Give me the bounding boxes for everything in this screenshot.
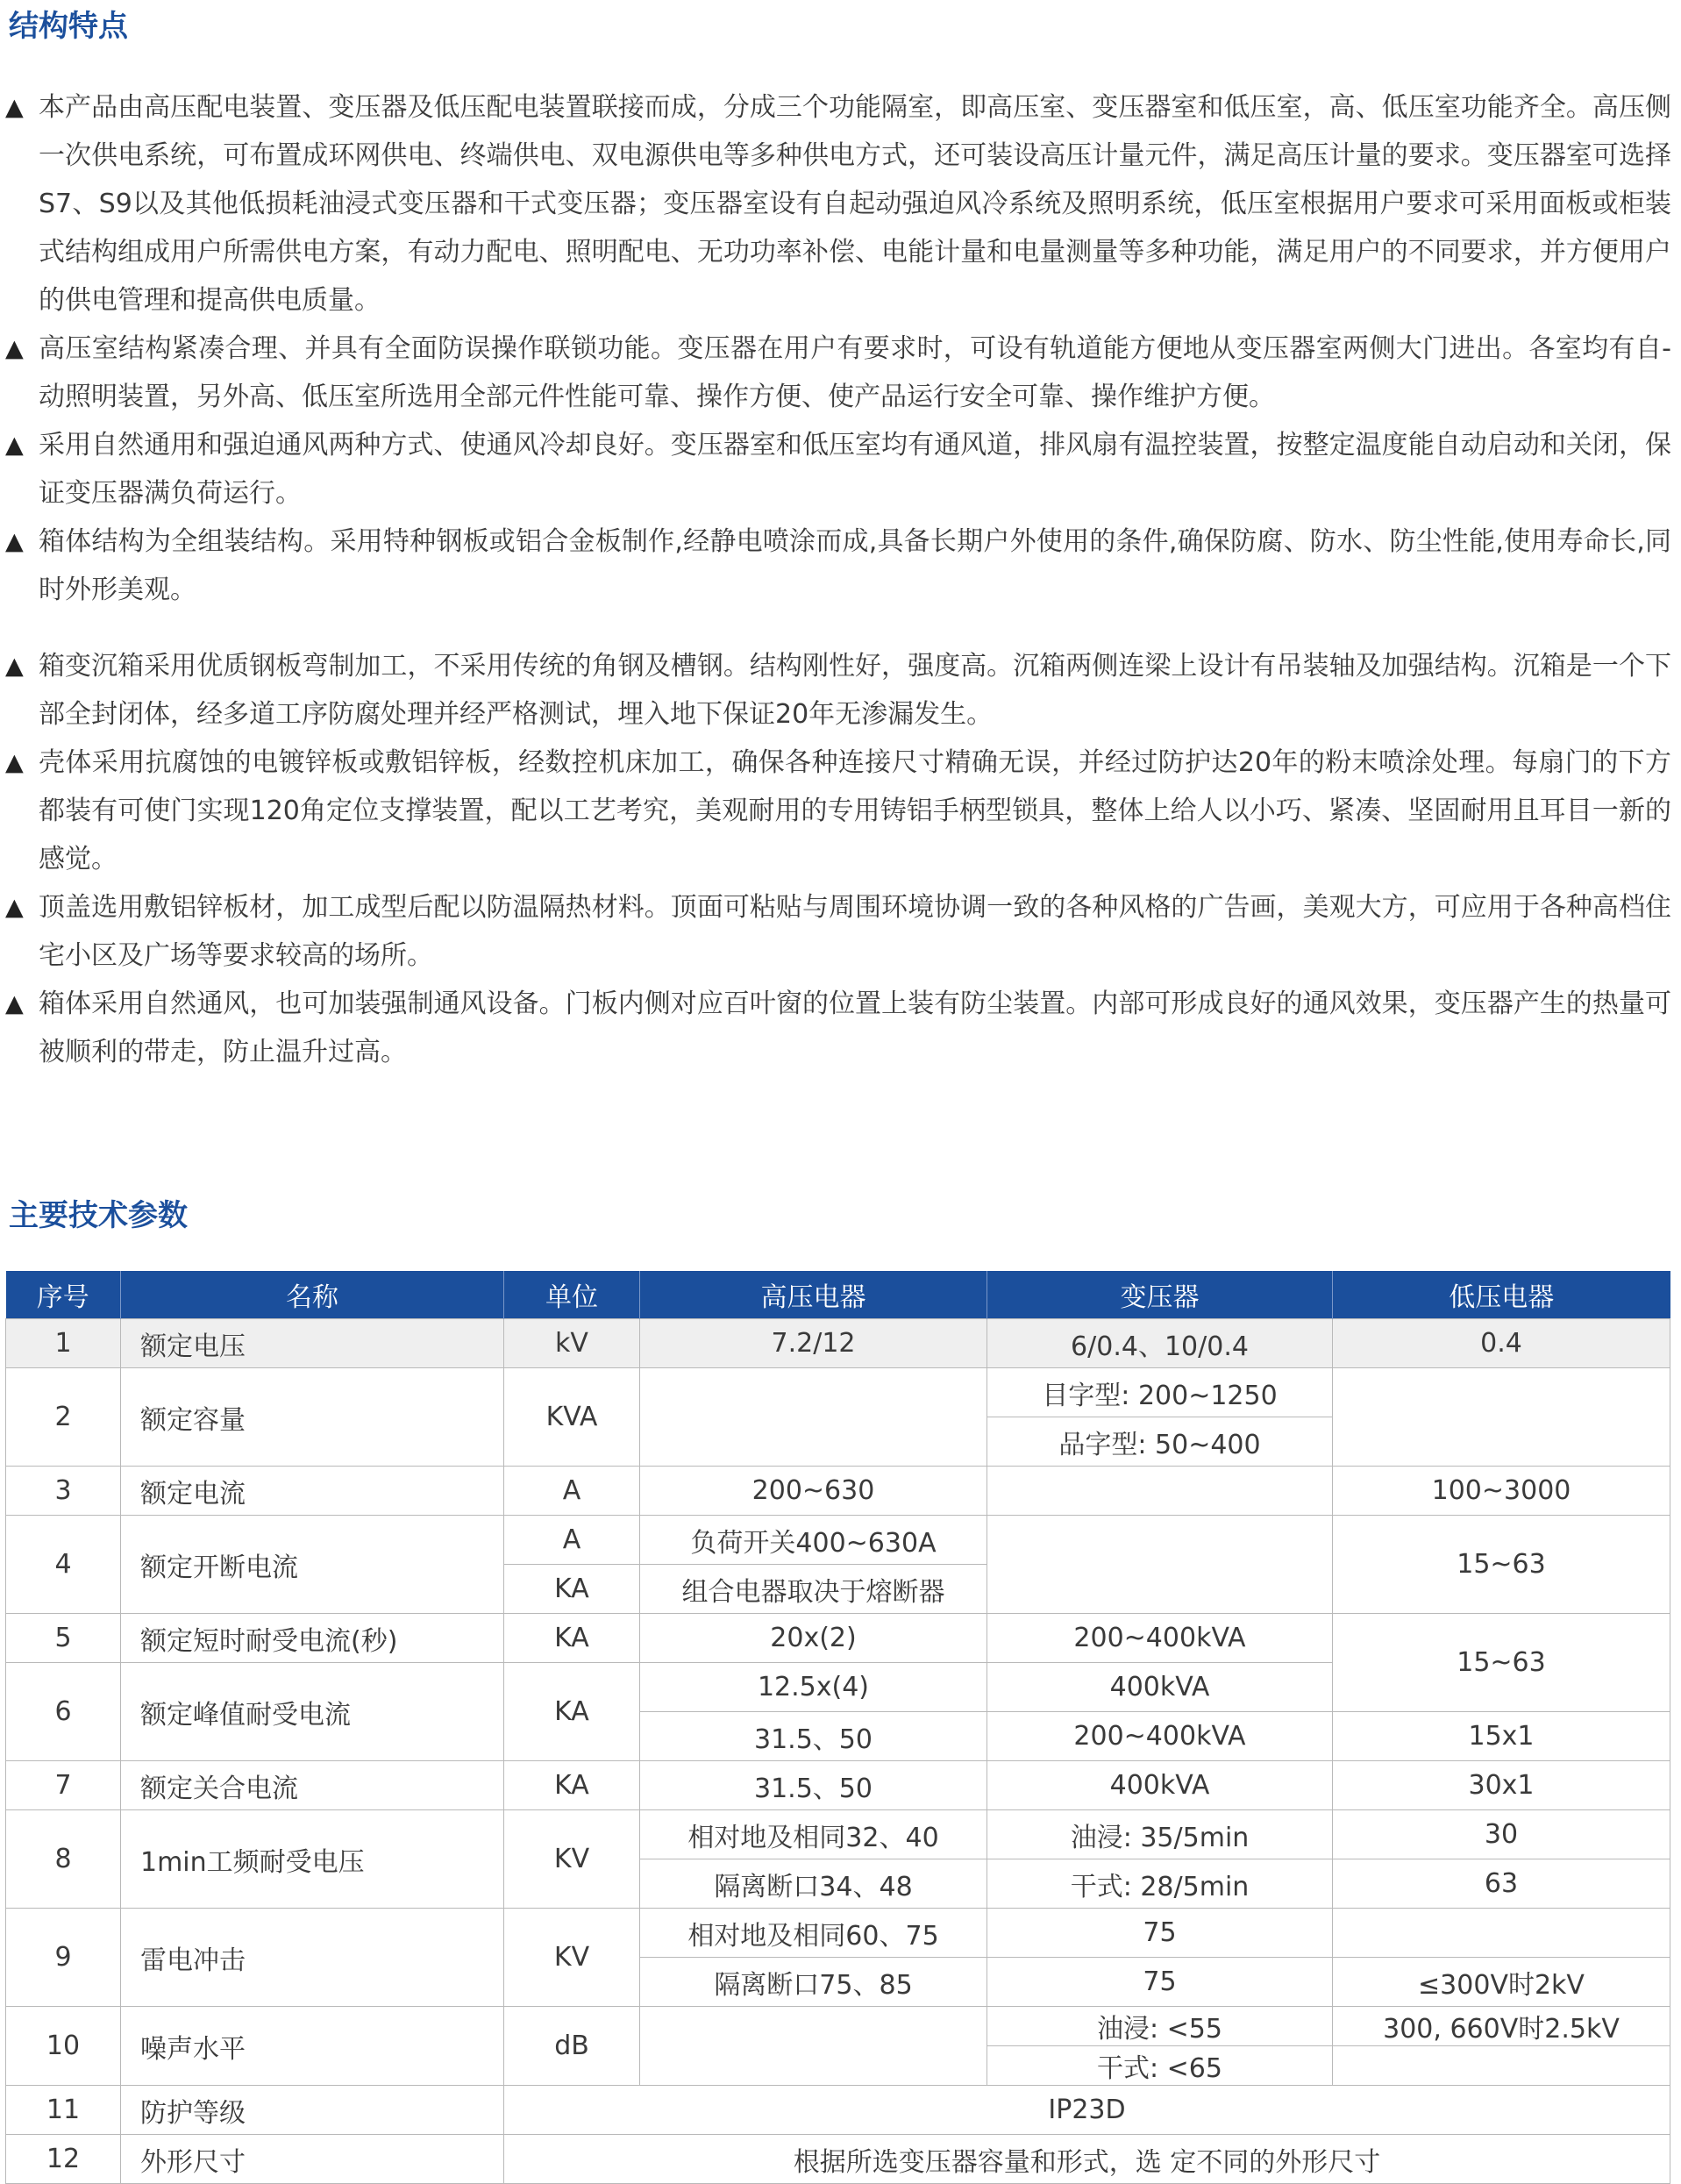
- lv-value: 300, 660V时2.5kV: [1333, 2007, 1670, 2046]
- lv-value: 100~3000: [1333, 1467, 1670, 1516]
- transformer-value: 400kVA: [987, 1761, 1333, 1810]
- triangle-bullet-icon: ▲: [5, 94, 24, 121]
- param-name: 噪声水平: [121, 2007, 504, 2086]
- param-name: 额定电压: [121, 1319, 504, 1368]
- param-name: 额定关合电流: [121, 1761, 504, 1810]
- transformer-value: 400kVA: [987, 1663, 1333, 1712]
- triangle-bullet-icon: ▲: [5, 335, 24, 362]
- param-name: 额定峰值耐受电流: [121, 1663, 504, 1761]
- table-row: [6, 2086, 1670, 2135]
- table-row: [6, 1614, 1670, 1663]
- hv-value: 组合电器取决于熔断器: [640, 1565, 987, 1614]
- param-unit: KA: [504, 1565, 640, 1614]
- lv-value: [1333, 1368, 1670, 1467]
- lv-value: 15~63: [1333, 1516, 1670, 1614]
- hv-value: 31.5、50: [640, 1712, 987, 1761]
- transformer-value: [987, 1467, 1333, 1516]
- lv-value: ≤300V时2kV: [1333, 1958, 1670, 2007]
- table-row: [6, 1368, 1670, 1417]
- param-name: 额定容量: [121, 1368, 504, 1467]
- transformer-value: 油浸: <55: [987, 2007, 1333, 2046]
- param-unit: KA: [504, 1663, 640, 1761]
- feature-text: 高压室结构紧凑合理、并具有全面防误操作联锁功能。变压器在用户有要求时，可设有轨道能方便地从变压器室两侧大门进出。各室均有自-动照明装置，另外高、低压室所选用全部元件性能可靠、操作方便、使产品运行安全可靠、操作维护方便。: [39, 333, 1671, 412]
- transformer-value: 品字型: 50~400: [987, 1417, 1333, 1467]
- hv-value: 隔离断口34、48: [640, 1859, 987, 1909]
- header-cell: 高压电器: [640, 1271, 987, 1319]
- table-row: [6, 2135, 1670, 2184]
- triangle-bullet-icon: ▲: [5, 432, 24, 459]
- row-number: 8: [6, 1810, 121, 1909]
- header-cell: 序号: [6, 1271, 121, 1319]
- feature-item: [5, 980, 1671, 1076]
- table-header-row: [6, 1271, 1670, 1319]
- param-name: 雷电冲击: [121, 1909, 504, 2007]
- param-unit: A: [504, 1467, 640, 1516]
- feature-item: [5, 421, 1671, 517]
- row-number: 4: [6, 1516, 121, 1614]
- feature-text: 壳体采用抗腐蚀的电镀锌板或敷铝锌板，经数控机床加工，确保各种连接尺寸精确无误，并经过防护达20年的粉末喷涂处理。每扇门的下方都装有可使门实现120角定位支撑装置，配以工艺考究，美观耐用的专用铸铝手柄型锁具，整体上给人以小巧、紧凑、坚固耐用且耳目一新的感觉。: [39, 747, 1671, 874]
- features-heading: 结构特点: [9, 9, 128, 44]
- lv-value: 15x1: [1333, 1712, 1670, 1761]
- param-name: 额定开断电流: [121, 1516, 504, 1614]
- feature-item: [5, 642, 1671, 739]
- table-row: [6, 2007, 1670, 2046]
- hv-value: 200~630: [640, 1467, 987, 1516]
- table-row: [6, 1467, 1670, 1516]
- row-number: 11: [6, 2086, 121, 2135]
- params-table: [5, 1271, 1670, 2184]
- table-row: [6, 1319, 1670, 1368]
- transformer-value: 75: [987, 1958, 1333, 2007]
- hv-value: 隔离断口75、85: [640, 1958, 987, 2007]
- row-number: 7: [6, 1761, 121, 1810]
- feature-item: [5, 883, 1671, 980]
- feature-text: 本产品由高压配电装置、变压器及低压配电装置联接而成，分成三个功能隔室，即高压室、变压器室和低压室，高、低压室功能齐全。高压侧一次供电系统，可布置成环网供电、终端供电、双电源供电等多种供电方式，还可装设高压计量元件，满足高压计量的要求。变压器室可选择S7、S9以及其他低损耗油浸式变压器和干式变压器；变压器室设有自起动强迫风冷系统及照明系统，低压室根据用户要求可采用面板或柜装式结构组成用户所需供电方案，有动力配电、照明配电、无功功率补偿、电能计量和电量测量等多种功能，满足用户的不同要求，并方便用户的供电管理和提高供电质量。: [39, 92, 1671, 316]
- param-unit: KV: [504, 1909, 640, 2007]
- param-unit: KVA: [504, 1368, 640, 1467]
- lv-value: [1333, 1909, 1670, 1958]
- merged-value: 根据所选变压器容量和形式，选 定不同的外形尺寸: [504, 2135, 1670, 2184]
- transformer-value: [987, 1516, 1333, 1614]
- lv-value: [1333, 2046, 1670, 2086]
- row-number: 9: [6, 1909, 121, 2007]
- param-name: 防护等级: [121, 2086, 504, 2135]
- feature-text: 顶盖选用敷铝锌板材，加工成型后配以防温隔热材料。顶面可粘贴与周围环境协调一致的各种风格的广告画，美观大方，可应用于各种高档住宅小区及广场等要求较高的场所。: [39, 892, 1671, 971]
- lv-value: 30x1: [1333, 1761, 1670, 1810]
- feature-text: 箱体采用自然通风，也可加装强制通风设备。门板内侧对应百叶窗的位置上装有防尘装置。内部可形成良好的通风效果，变压器产生的热量可被顺利的带走，防止温升过高。: [39, 989, 1671, 1067]
- hv-value: 20x(2): [640, 1614, 987, 1663]
- hv-value: [640, 1368, 987, 1467]
- feature-text: 箱变沉箱采用优质钢板弯制加工，不采用传统的角钢及槽钢。结构刚性好，强度高。沉箱两侧连梁上设计有吊装轴及加强结构。沉箱是一个下部全封闭体，经多道工序防腐处理并经严格测试，埋入地下保证20年无渗漏发生。: [39, 651, 1671, 730]
- header-cell: 名称: [121, 1271, 504, 1319]
- row-number: 6: [6, 1663, 121, 1761]
- triangle-bullet-icon: ▲: [5, 653, 24, 680]
- features-list: [5, 83, 1671, 1076]
- feature-item: [5, 325, 1671, 421]
- table-row: [6, 1761, 1670, 1810]
- transformer-value: 油浸: 35/5min: [987, 1810, 1333, 1859]
- param-name: 外形尺寸: [121, 2135, 504, 2184]
- lv-value: 63: [1333, 1859, 1670, 1909]
- hv-value: 31.5、50: [640, 1761, 987, 1810]
- transformer-value: 75: [987, 1909, 1333, 1958]
- header-cell: 变压器: [987, 1271, 1333, 1319]
- hv-value: 相对地及相同60、75: [640, 1909, 987, 1958]
- triangle-bullet-icon: ▲: [5, 894, 24, 921]
- hv-value: 7.2/12: [640, 1319, 987, 1368]
- param-name: 额定电流: [121, 1467, 504, 1516]
- row-number: 2: [6, 1368, 121, 1467]
- row-number: 1: [6, 1319, 121, 1368]
- section-spacer: [5, 614, 1671, 642]
- feature-text: 箱体结构为全组装结构。采用特种钢板或铝合金板制作,经静电喷涂而成,具备长期户外使用的条件,确保防腐、防水、防尘性能,使用寿命长,同时外形美观。: [39, 526, 1671, 605]
- row-number: 5: [6, 1614, 121, 1663]
- hv-value: 负荷开关400~630A: [640, 1516, 987, 1565]
- param-unit: KV: [504, 1810, 640, 1909]
- feature-item: [5, 83, 1671, 325]
- header-cell: 单位: [504, 1271, 640, 1319]
- feature-item: [5, 517, 1671, 614]
- row-number: 12: [6, 2135, 121, 2184]
- row-number: 3: [6, 1467, 121, 1516]
- param-name: 额定短时耐受电流(秒): [121, 1614, 504, 1663]
- header-cell: 低压电器: [1333, 1271, 1670, 1319]
- param-unit: A: [504, 1516, 640, 1565]
- transformer-value: 200~400kVA: [987, 1712, 1333, 1761]
- merged-value: IP23D: [504, 2086, 1670, 2135]
- triangle-bullet-icon: ▲: [5, 749, 24, 776]
- hv-value: 12.5x(4): [640, 1663, 987, 1712]
- param-unit: KA: [504, 1614, 640, 1663]
- table-row: [6, 1909, 1670, 1958]
- transformer-value: 200~400kVA: [987, 1614, 1333, 1663]
- transformer-value: 目字型: 200~1250: [987, 1368, 1333, 1417]
- triangle-bullet-icon: ▲: [5, 990, 24, 1017]
- table-row: [6, 1810, 1670, 1859]
- hv-value: [640, 2007, 987, 2086]
- lv-value: 15~63: [1333, 1614, 1670, 1712]
- feature-item: [5, 739, 1671, 883]
- param-name: 1min工频耐受电压: [121, 1810, 504, 1909]
- hv-value: 相对地及相同32、40: [640, 1810, 987, 1859]
- transformer-value: 6/0.4、10/0.4: [987, 1319, 1333, 1368]
- feature-text: 采用自然通用和强迫通风两种方式、使通风冷却良好。变压器室和低压室均有通风道，排风扇有温控装置，按整定温度能自动启动和关闭，保证变压器满负荷运行。: [39, 430, 1671, 509]
- triangle-bullet-icon: ▲: [5, 528, 24, 555]
- lv-value: 0.4: [1333, 1319, 1670, 1368]
- transformer-value: 干式: 28/5min: [987, 1859, 1333, 1909]
- row-number: 10: [6, 2007, 121, 2086]
- param-unit: kV: [504, 1319, 640, 1368]
- lv-value: 30: [1333, 1810, 1670, 1859]
- transformer-value: 干式: <65: [987, 2046, 1333, 2086]
- table-row: [6, 1516, 1670, 1565]
- param-unit: KA: [504, 1761, 640, 1810]
- params-heading: 主要技术参数: [9, 1198, 188, 1233]
- param-unit: dB: [504, 2007, 640, 2086]
